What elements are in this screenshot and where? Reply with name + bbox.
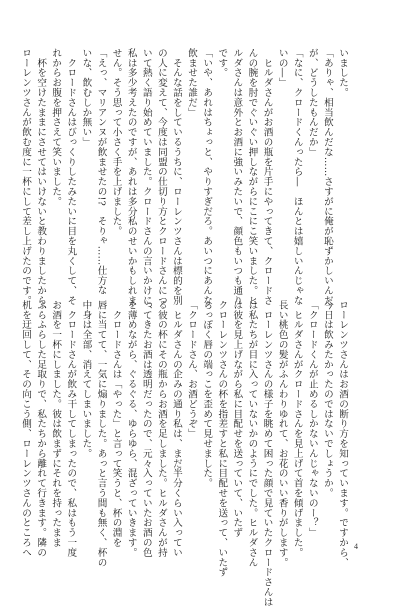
text-line: クロードさんが飲み干してしまったので、私はもう一度 [65, 300, 77, 558]
text-line: です。 [216, 48, 228, 78]
text-line: 飲ませた誰だ」 [186, 48, 198, 118]
text-line: 長い桃色の髪がふんわりゆれて、お花のいい香りがします。 [276, 300, 288, 568]
text-line: いの―」 [276, 48, 288, 88]
text-line: る彼の杯にその瓶からお酒を足しました。ヒルダさんが持 [155, 300, 167, 558]
text-line: 「クロードくんが止めるしかないんじゃないのー？」 [306, 300, 318, 538]
text-line: 中身は全部、消えてしまいました。 [80, 300, 92, 459]
text-line: 「いや、あれはちょっと、やりすぎだろ。あいつにあんな [201, 48, 213, 306]
text-line: が、どうしたもんだか」 [306, 48, 318, 157]
text-line: ローレンツさんの様子を眺めて困った顔で見ていたクロードさんは [261, 300, 273, 607]
text-line: らっぽく唇の端っこを歪めて見せました。 [201, 300, 213, 489]
text-line: お酒を一杯にしました。彼は飲まずにそれを持ったまま [50, 300, 62, 548]
text-line: の人に変えて、今度は同盟の仕切り方とクロードさんにつ [155, 48, 167, 306]
text-line: クロードさんは「やった」と言って笑うと、杯の淵を [110, 300, 122, 548]
text-line: いました。 [337, 48, 348, 98]
text-line: 「なに、クロードくんったら― ほんとは嬉しいんじゃな [291, 48, 303, 306]
top-text-block [20, 48, 350, 316]
text-line: ヒルダさんがお酒の瓶を片手にやってきて、クロードさ [261, 48, 273, 306]
text-line: ってきたお酒は透明だったので、元々入っていたお酒の色 [140, 300, 152, 558]
text-line: 唇に当てて、一気に煽りました。あっと言う間も無く、杯の [95, 300, 107, 568]
text-line: いな、飲むしか無い」 [80, 48, 92, 147]
text-line: いて熱く語り始めていました。クロードさんの言いかけに、 [140, 48, 152, 316]
text-line: クローレンツさんの杯を指差すと私に目配せを送って、いたず [216, 300, 228, 578]
text-line: は彼を見上げながら私に目配せを送っていて、いたず [231, 300, 243, 538]
text-line: 「ありゃ、相当飲んだな……さすがに俺が恥ずかしいんだ [321, 48, 333, 306]
text-line: れからお腹を押さえて笑いました。 [50, 48, 62, 207]
text-line: そんな話をしているうちに、ローレンツさんは標的を別 [170, 48, 182, 306]
text-line: 「クロードさん、お酒どうぞ」 [186, 300, 198, 439]
text-line: を薄めながら、ぐるぐる、ゆらゆら、混ざっていきます。 [125, 300, 137, 558]
text-line: んの腕を肘でぐいぐい押しながらにこにこ笑いました。ヒ [246, 48, 258, 306]
text-line: 私は多少考えたのですが、あれは多分私のせいかもしれま [125, 48, 137, 306]
bottom-text-block [20, 300, 350, 607]
text-line: ローレンツさんが飲む度に一杯にして差し上げたのです。 [20, 48, 32, 306]
text-line: 「えっ、マリアンヌが飲ませたの!? そりゃ……仕方な [95, 48, 107, 296]
text-line: ヒルダさんがクロードさんを見上げて首を傾げました。 [291, 300, 303, 558]
text-line: は私たちが目に入っていないかのようにでした。ヒルダさん [246, 300, 258, 568]
text-line: クロードさんはびっくりしたみたいに目を丸くして、そ [65, 48, 77, 306]
page-number: 4 [354, 542, 358, 551]
text-line: ヒルダさんの企みの通り私は、まだ半分くらい入ってい [170, 300, 182, 558]
text-line: 今日は飲みたかったのではないでしょうか。 [321, 300, 333, 498]
text-line: ルダさんは意外とお酒に強いみたいで、顔色もいつも通り [231, 48, 243, 306]
text-line: ローレンツさんはお酒の断り方を知っています。ですから、 [337, 300, 348, 568]
text-line: 杯を空けたままにさせてはいけないと教わりましたから、 [35, 48, 47, 316]
text-line: せん。そう思って小さく手を上げました。 [110, 48, 122, 237]
text-line: ふらふらした足取りで、私たちから離れて行きます。隣の [35, 300, 47, 558]
text-line: 机を迂回して、その向こう側、ローレンツさんのところへ [20, 300, 32, 558]
